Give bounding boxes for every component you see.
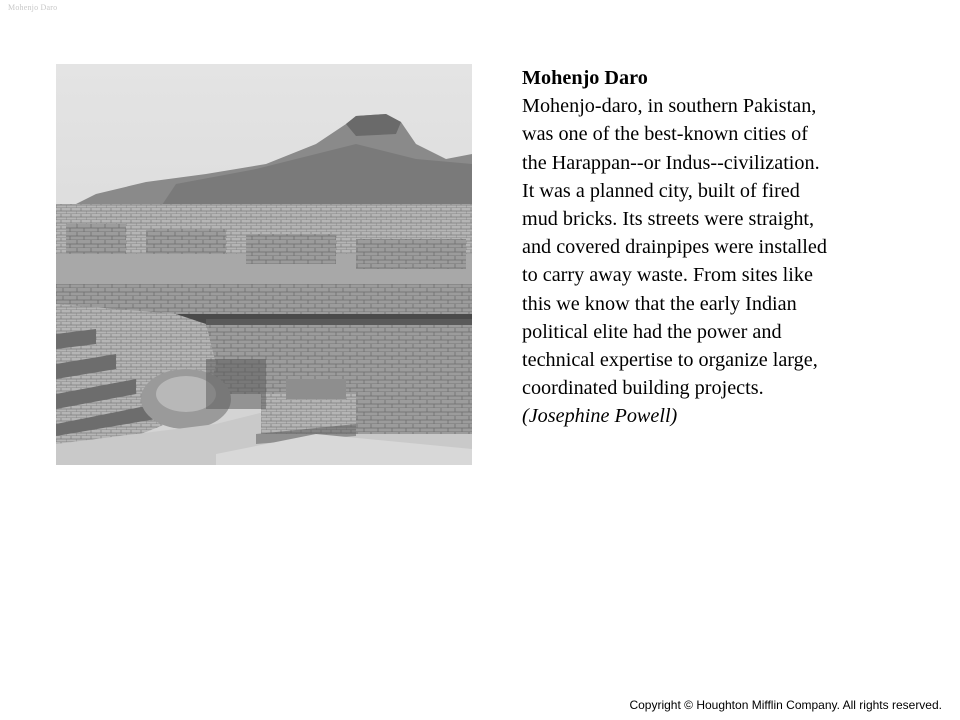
photo-credit: (Josephine Powell) — [522, 405, 678, 428]
caption-line: the Harappan--or Indus--civilization. — [522, 151, 820, 174]
ruins-photo-image — [56, 64, 472, 465]
caption-line: and covered drainpipes were installed — [522, 236, 827, 259]
caption-title: Mohenjo Daro — [522, 67, 648, 89]
photo-caption — [522, 64, 932, 431]
caption-line: mud bricks. Its streets were straight, — [522, 208, 815, 231]
caption-line: technical expertise to organize large, — [522, 349, 818, 372]
caption-line: coordinated building projects. — [522, 377, 764, 400]
copyright-notice: Copyright © Houghton Mifflin Company. All rights reserved. — [629, 698, 942, 712]
caption-line: this we know that the early Indian — [522, 292, 797, 315]
caption-line: to carry away waste. From sites like — [522, 264, 813, 287]
slide-header-tag: Mohenjo Daro — [8, 3, 58, 12]
caption-line: Mohenjo-daro, in southern Pakistan, — [522, 95, 817, 118]
caption-line: It was a planned city, built of fired — [522, 179, 800, 202]
mohenjo-daro-photo — [56, 64, 472, 465]
caption-line: was one of the best-known cities of — [522, 123, 808, 146]
caption-line: political elite had the power and — [522, 320, 782, 343]
